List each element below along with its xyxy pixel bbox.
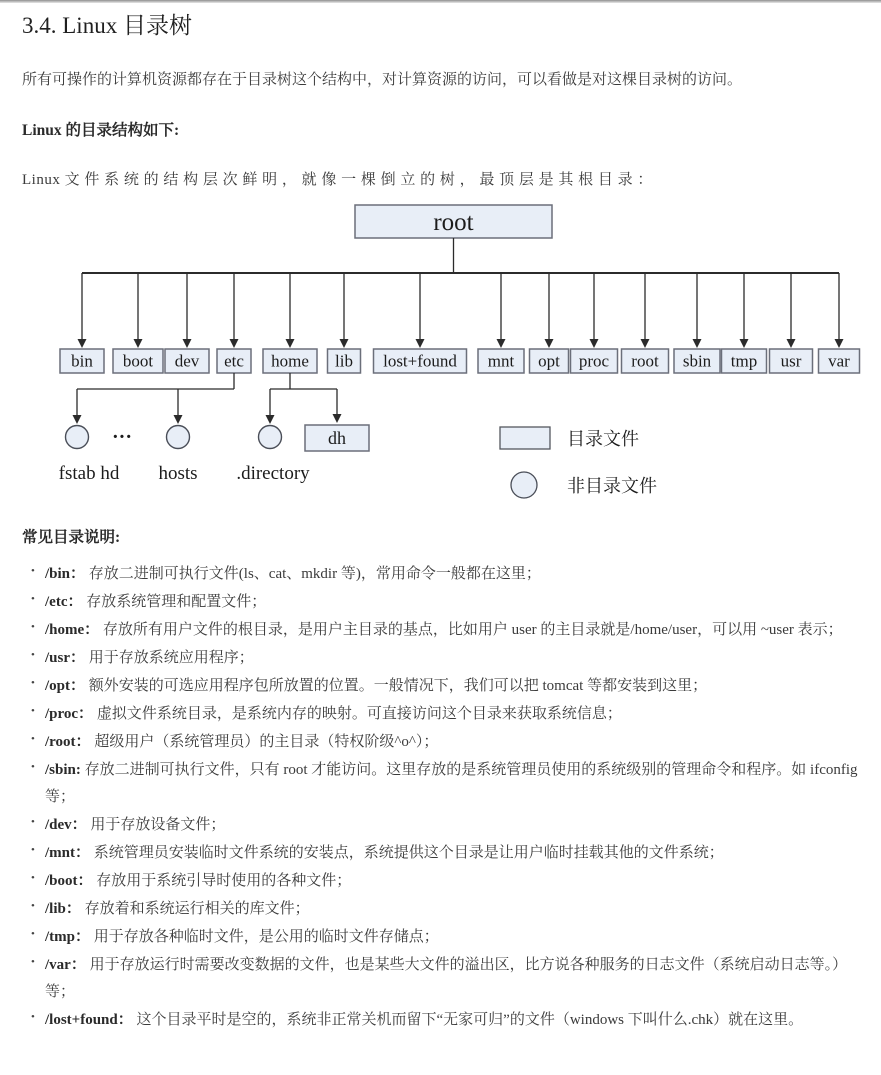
dir-description: 用于存放各种临时文件，是公用的临时文件存储点； <box>90 928 439 945</box>
dir-description: 这个目录平时是空的，系统非正常关机而留下“无家可归”的文件（windows 下叫什么.chk）就在这里。 <box>132 1011 804 1028</box>
directory-tree-figure <box>22 202 861 512</box>
legend-directory-label: 目录文件 <box>567 428 639 449</box>
dir-description: 虚拟文件系统目录，是系统内存的映射。可直接访问这个目录来获取系统信息； <box>93 705 622 722</box>
tree-node-bin-label: bin <box>71 351 93 371</box>
dir-list-item <box>45 589 861 616</box>
dir-term: /lib： <box>45 900 81 917</box>
leaf-circle-.directory <box>259 425 282 448</box>
child-arrow-home <box>286 339 295 348</box>
tree-node-sbin-label: sbin <box>682 351 712 371</box>
page-title: 3.4. Linux 目录树 <box>22 13 192 38</box>
child-arrow-mnt <box>497 339 506 348</box>
tree-node-opt-label: opt <box>538 351 560 371</box>
dir-term: /mnt： <box>45 844 91 861</box>
leaf-arrow <box>266 415 275 424</box>
tree-node-dev-label: dev <box>174 351 200 371</box>
tree-node-home-label: home <box>271 351 309 371</box>
dir-description: 存放二进制可执行文件(ls、cat、mkdir 等)，常用命令一般都在这里； <box>85 565 541 582</box>
leaf-arrow <box>73 415 82 424</box>
dir-list-item <box>45 1007 861 1034</box>
tree-node-usr-label: usr <box>780 351 802 371</box>
dir-term: /sbin: <box>45 761 81 778</box>
dir-description: 用于存放系统应用程序； <box>85 649 254 666</box>
leaf-circle-fstab hd <box>66 425 89 448</box>
child-arrow-lib <box>340 339 349 348</box>
leaf-label-hosts: hosts <box>158 462 198 484</box>
dir-description: 用于存放设备文件； <box>86 816 226 833</box>
legend-nondirectory-label: 非目录文件 <box>567 475 657 496</box>
tree-node-root-label: root <box>631 351 659 371</box>
child-arrow-tmp <box>740 339 749 348</box>
dir-description: 额外安装的可选应用程序包所放置的位置。一般情况下，我们可以把 tomcat 等都安装到这里； <box>85 677 708 694</box>
intro-paragraph: 所有可操作的计算机资源都存在于目录树这个结构中，对计算资源的访问，可以看做是对这棵目录树的访问。 <box>22 71 743 88</box>
dir-term: /lost+found： <box>45 1011 133 1028</box>
common-dirs-heading: 常见目录说明: <box>22 528 121 546</box>
ellipsis-dots: ··· <box>111 425 133 448</box>
tree-node-lost+found-label: lost+found <box>383 351 457 371</box>
legend-directory-swatch <box>500 427 550 449</box>
dir-list-item <box>45 896 861 923</box>
dir-term: /proc： <box>45 705 94 722</box>
dir-term: /root： <box>45 733 91 750</box>
dir-term: /var： <box>45 956 86 973</box>
dir-description: 存放二进制可执行文件，只有 root 才能访问。这里存放的是系统管理员使用的系统级别的管理命令和程序。如 ifconfig 等； <box>45 761 858 805</box>
leaf-circle-hosts <box>167 425 190 448</box>
dir-description: 存放着和系统运行相关的库文件； <box>80 900 310 917</box>
child-arrow-etc <box>230 339 239 348</box>
tree-node-tmp-label: tmp <box>730 351 758 371</box>
dir-description: 存放用于系统引导时使用的各种文件； <box>92 872 352 889</box>
tree-node-root-label: root <box>433 208 474 236</box>
structure-heading: Linux 的目录结构如下: <box>22 122 180 140</box>
dir-term: /opt： <box>45 677 86 694</box>
leaf-label-.directory: .directory <box>236 462 310 484</box>
dir-term: /dev： <box>45 816 87 833</box>
structure-description: Linux 文 件 系 统 的 结 构 层 次 鲜 明 ， 就 像 一 棵 倒 立 的 树 ， 最 顶 层 是 其 根 目 录 ： <box>22 172 653 189</box>
dir-term: /home： <box>45 621 100 638</box>
tree-node-mnt-label: mnt <box>487 351 515 371</box>
dir-list-item <box>45 701 861 728</box>
dir-list-item <box>45 729 861 756</box>
dir-list-item <box>45 645 861 672</box>
child-arrow-sbin <box>693 339 702 348</box>
dir-list-item <box>45 757 861 811</box>
dir-term: /usr： <box>45 649 86 666</box>
directory-description-list <box>22 561 861 1034</box>
dir-list-item <box>45 868 861 895</box>
child-arrow-root <box>641 339 650 348</box>
dir-description: 系统管理员安装临时文件系统的安装点，系统提供这个目录是让用户临时挂载其他的文件系统； <box>90 844 724 861</box>
tree-node-proc-label: proc <box>578 351 610 371</box>
dir-term: /etc： <box>45 593 83 610</box>
dir-list-item <box>45 812 861 839</box>
directory-tree-diagram <box>22 202 881 507</box>
tree-node-var-label: var <box>828 351 850 371</box>
child-arrow-boot <box>134 339 143 348</box>
child-arrow-dev <box>183 339 192 348</box>
dir-list-item <box>45 561 861 588</box>
document-body <box>0 3 881 1034</box>
child-arrow-bin <box>78 339 87 348</box>
legend-nondirectory-swatch <box>511 472 537 498</box>
dir-term: /boot： <box>45 872 93 889</box>
leaf-arrow <box>333 414 342 423</box>
tree-node-boot-label: boot <box>122 351 154 371</box>
dir-description: 存放系统管理和配置文件； <box>82 593 267 610</box>
dir-description: 存放所有用户文件的根目录，是用户主目录的基点，比如用户 user 的主目录就是/home/user，可以用 ~user 表示； <box>99 621 843 638</box>
leaf-arrow <box>174 415 183 424</box>
child-arrow-opt <box>545 339 554 348</box>
dir-list-item <box>45 617 861 644</box>
child-arrow-proc <box>590 339 599 348</box>
tree-node-etc-label: etc <box>224 351 244 371</box>
tree-node-lib-label: lib <box>335 351 353 371</box>
dir-description: 用于存放运行时需要改变数据的文件，也是某些大文件的溢出区，比方说各种服务的日志文件（系统启动日志等。）等； <box>45 956 848 1000</box>
child-arrow-usr <box>787 339 796 348</box>
leaf-box-label-dh: dh <box>328 427 346 448</box>
child-arrow-var <box>835 339 844 348</box>
dir-term: /tmp： <box>45 928 91 945</box>
dir-term: /bin： <box>45 565 86 582</box>
dir-list-item <box>45 952 861 1006</box>
dir-list-item <box>45 673 861 700</box>
dir-description: 超级用户（系统管理员）的主目录（特权阶级^o^）； <box>90 733 439 750</box>
dir-list-item <box>45 924 861 951</box>
leaf-label-fstab hd: fstab hd <box>58 462 120 484</box>
dir-list-item <box>45 840 861 867</box>
child-arrow-lost+found <box>416 339 425 348</box>
